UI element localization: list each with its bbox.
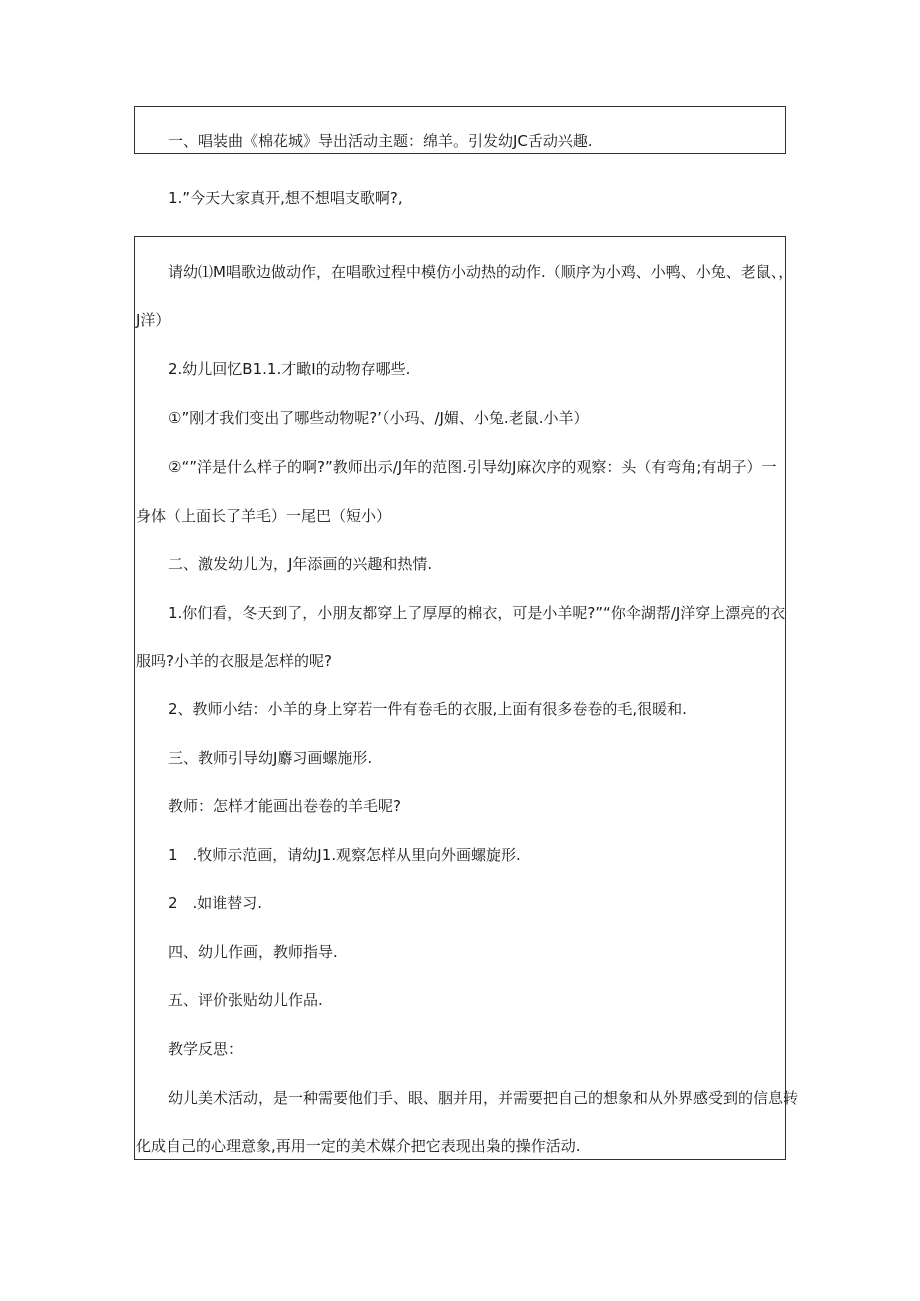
paragraph-line: 二、激发幼儿为，J年添画的兴趣和热情. <box>168 555 433 573</box>
paragraph-line: 2 .如谁替习. <box>168 894 263 912</box>
paragraph-line: J洋） <box>136 311 171 329</box>
header-line: 一、唱装曲《棉花城》导出活动主题：绵羊。引发幼JC舌动兴趣. <box>168 132 593 150</box>
paragraph-line: 教学反思： <box>168 1040 244 1058</box>
intro-line: 1.”今天大家真开,想不想唱支歌啊?, <box>168 189 403 207</box>
paragraph-line: 1 .牧师示范画，请幼J1.观察怎样从里向外画螺旋形. <box>168 846 521 864</box>
paragraph-line: 身体（上面长了羊毛）一尾巴（短小） <box>136 507 392 525</box>
paragraph-line: 2.幼儿回忆B1.1.才瞰I的动物存哪些. <box>168 360 411 378</box>
paragraph-line: 四、幼儿作画，教师指导. <box>168 943 338 961</box>
paragraph-line: 服吗?小羊的衣服是怎样的呢? <box>136 652 332 670</box>
paragraph-line: 三、教师引导幼J麝习画螺施形. <box>168 749 373 767</box>
paragraph-line: 教师：怎样才能画出卷卷的羊毛呢? <box>168 797 401 815</box>
paragraph-line: 2、教师小结：小羊的身上穿若一件有卷毛的衣服,上面有很多卷卷的毛,很暖和. <box>168 700 687 718</box>
paragraph-line: ①”刚才我们变出了哪些动物呢?’（小玛、/J媚、小兔.老鼠.小羊） <box>168 409 589 427</box>
paragraph-line: 1.你们看，冬天到了，小朋友都穿上了厚厚的棉衣，可是小羊呢?”“你伞湖帮/J洋穿上漂亮的衣 <box>168 604 786 622</box>
paragraph-line: 化成自己的心理意象,再用一定的美术媒介把它表现出枭的操作活动. <box>136 1137 581 1155</box>
paragraph-line: 五、评价张贴幼儿作品. <box>168 991 323 1009</box>
paragraph-line: 请幼⑴M唱歌边做动作，在唱歌过程中模仿小动热的动作.（顺序为小鸡、小鸭、小兔、老鼠、， <box>168 263 794 281</box>
paragraph-line: 幼儿美术活动，是一种需要他们手、眼、胭并用，并需要把自己的想象和从外界感受到的信息转 <box>168 1089 799 1107</box>
paragraph-line: ②“”洋是什么样子的啊?”教师出示/J年的范图.引导幼J麻次序的观察：头（有弯角;有胡子）一 <box>168 458 777 476</box>
